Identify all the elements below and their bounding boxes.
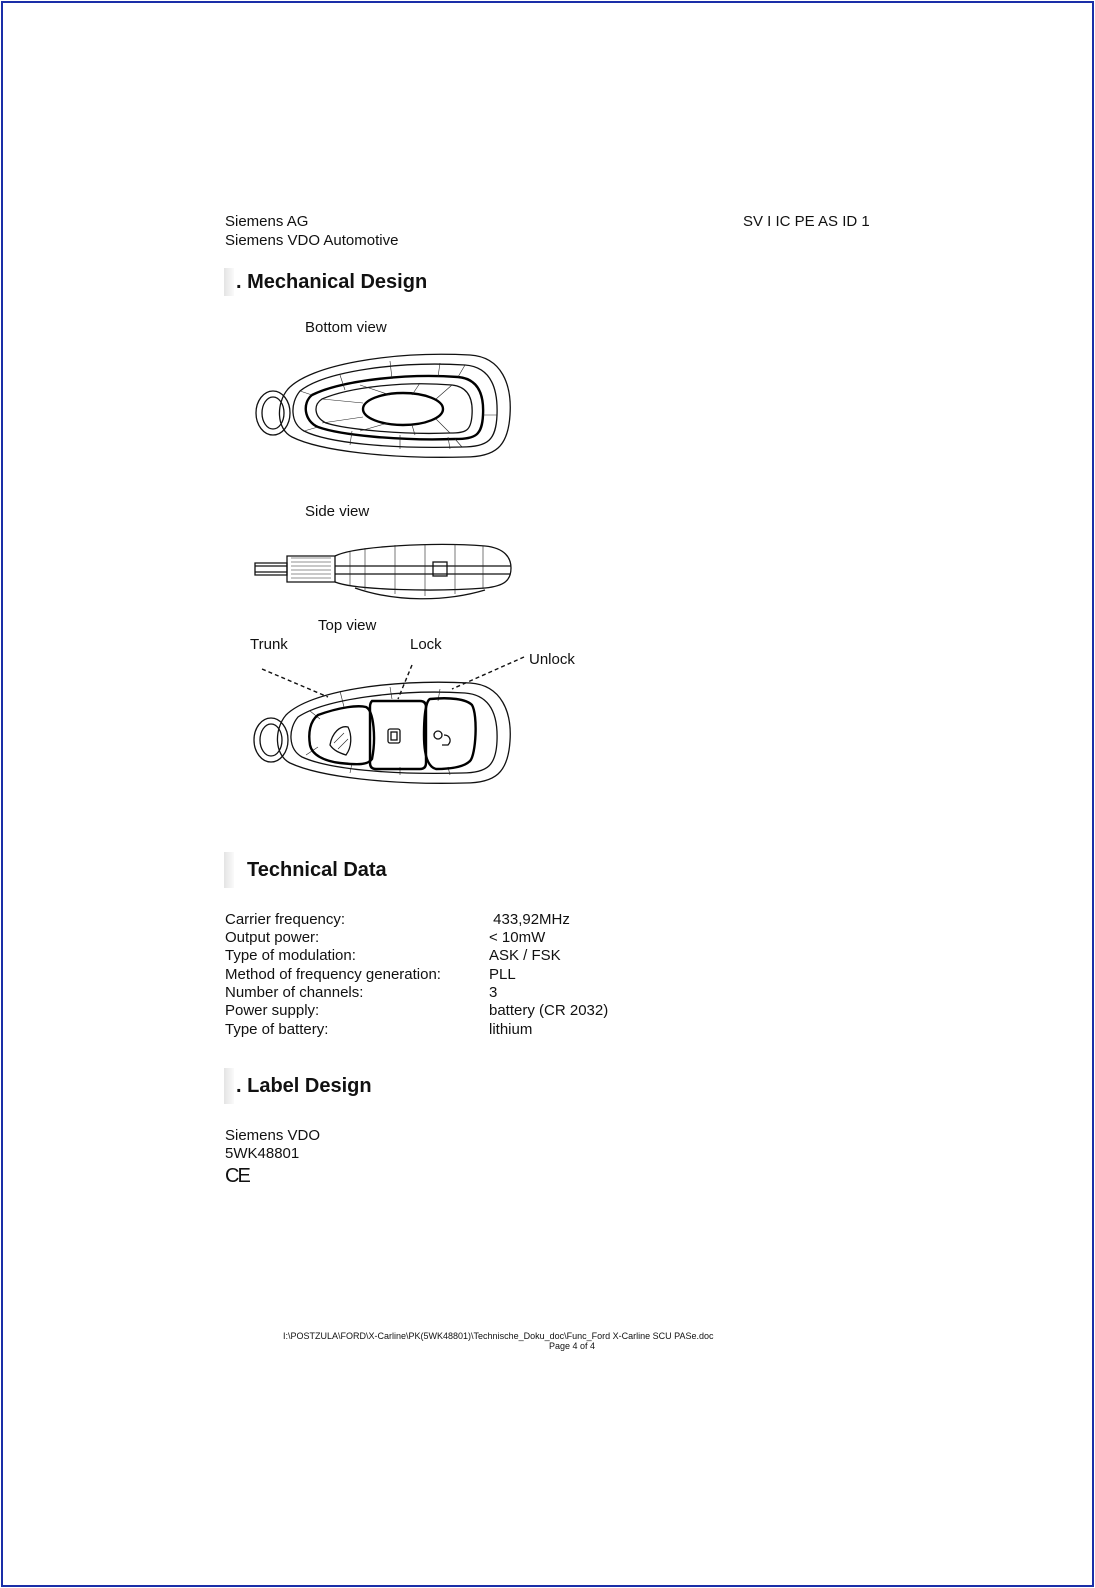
spec-value: 433,92MHz bbox=[489, 911, 570, 928]
caption-top-view: Top view bbox=[318, 617, 377, 634]
spec-value: PLL bbox=[489, 966, 516, 983]
unlock-button bbox=[424, 698, 476, 769]
ce-mark: CE bbox=[225, 1165, 249, 1187]
bottom-view-drawing bbox=[240, 345, 520, 465]
footer-file-path: I:\POSTZULA\FORD\X-Carline\PK(5WK48801)\Technische_Doku_doc\Func_Ford X-Carline SCU PASe.doc bbox=[283, 1331, 714, 1341]
spec-label: Number of channels: bbox=[225, 984, 364, 1001]
document-reference: SV I IC PE AS ID 1 bbox=[743, 213, 870, 230]
trunk-leader-line bbox=[262, 669, 328, 697]
company-name: Siemens AG bbox=[225, 213, 309, 230]
caption-bottom-view: Bottom view bbox=[305, 319, 387, 336]
label-trunk: Trunk bbox=[250, 636, 288, 653]
section-title-mechanical: . Mechanical Design bbox=[236, 271, 428, 293]
top-view-drawing bbox=[240, 655, 540, 795]
spec-label: Power supply: bbox=[225, 1002, 320, 1019]
spec-label: Method of frequency generation: bbox=[225, 966, 441, 983]
heading-number-shade bbox=[224, 1068, 234, 1104]
spec-label: Type of battery: bbox=[225, 1021, 329, 1038]
label-line-part-number: 5WK48801 bbox=[225, 1145, 300, 1162]
label-lock: Lock bbox=[410, 636, 442, 653]
division-name: Siemens VDO Automotive bbox=[225, 232, 399, 249]
section-title-technical: Technical Data bbox=[247, 859, 387, 881]
page-border bbox=[1, 1, 1094, 1587]
spec-value: ASK / FSK bbox=[489, 947, 561, 964]
lock-button bbox=[370, 701, 426, 769]
label-unlock: Unlock bbox=[529, 651, 575, 668]
spec-value: lithium bbox=[489, 1021, 533, 1038]
spec-value: 3 bbox=[489, 984, 498, 1001]
side-view-drawing bbox=[255, 534, 515, 614]
caption-side-view: Side view bbox=[305, 503, 370, 520]
heading-number-shade bbox=[224, 852, 234, 888]
section-title-label-design: . Label Design bbox=[236, 1075, 372, 1097]
unlock-leader-line bbox=[452, 657, 524, 689]
spec-value: < 10mW bbox=[489, 929, 546, 946]
heading-number-shade bbox=[224, 268, 234, 296]
spec-label: Carrier frequency: bbox=[225, 911, 346, 928]
label-line-brand: Siemens VDO bbox=[225, 1127, 321, 1144]
spec-label: Type of modulation: bbox=[225, 947, 356, 964]
spec-value: battery (CR 2032) bbox=[489, 1002, 609, 1019]
spec-label: Output power: bbox=[225, 929, 320, 946]
footer-page-number: Page 4 of 4 bbox=[549, 1341, 596, 1351]
